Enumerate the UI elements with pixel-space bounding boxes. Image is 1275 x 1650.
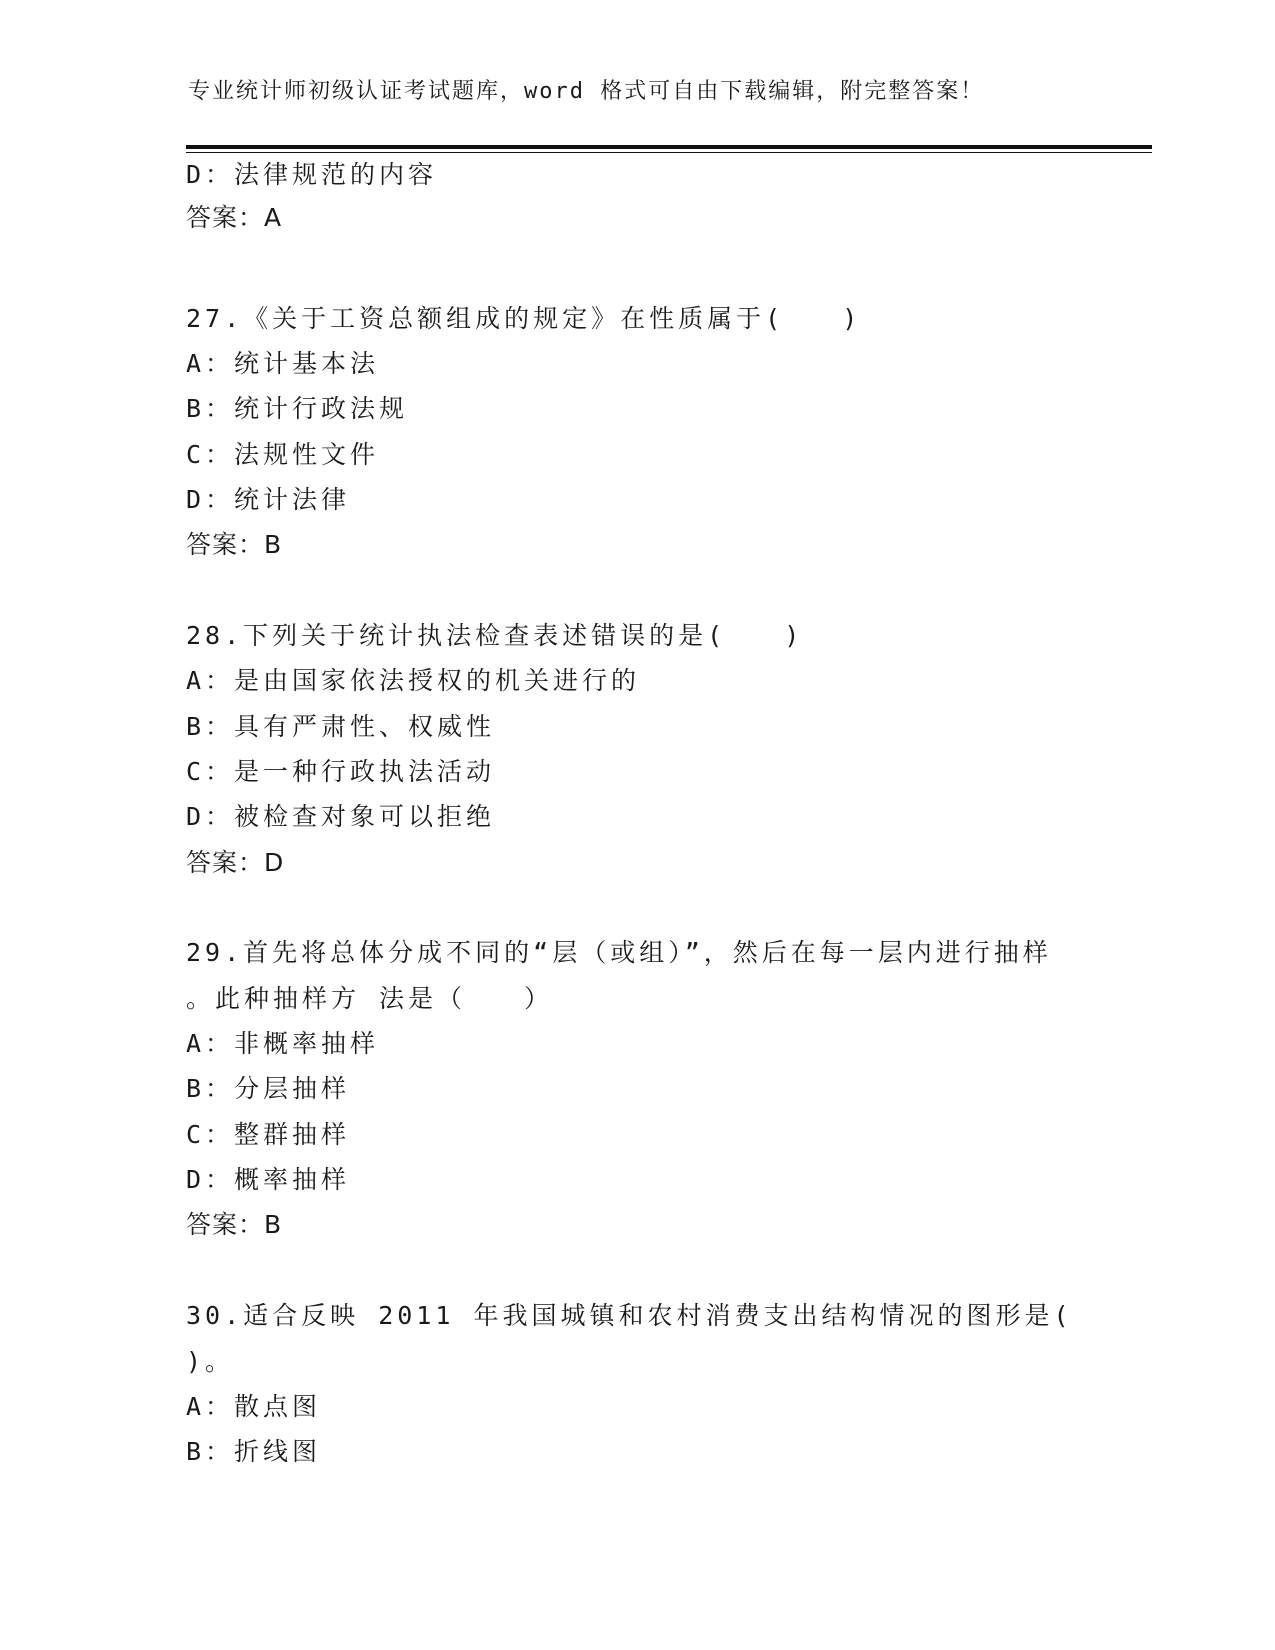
q28-answer: 答案：D bbox=[186, 848, 285, 877]
header-rule-thick bbox=[186, 145, 1152, 149]
q28-option-b: B：具有严肃性、权威性 bbox=[186, 712, 496, 741]
q29-answer: 答案：B bbox=[186, 1210, 283, 1239]
q29-option-a: A：非概率抽样 bbox=[186, 1029, 380, 1058]
header-rule-thin bbox=[186, 152, 1152, 153]
q26-option-d: D：法律规范的内容 bbox=[186, 160, 438, 189]
q27-option-a: A：统计基本法 bbox=[186, 349, 380, 378]
q28-stem: 28.下列关于统计执法检查表述错误的是( ) bbox=[186, 621, 804, 650]
q27-option-b: B：统计行政法规 bbox=[186, 394, 409, 423]
q29-stem-line-1: 29.首先将总体分成不同的“层（或组）”，然后在每一层内进行抽样 bbox=[186, 938, 1052, 967]
q29-option-c: C：整群抽样 bbox=[186, 1120, 351, 1149]
q28-option-a: A：是由国家依法授权的机关进行的 bbox=[186, 666, 641, 695]
q29-stem-line-2: 。此种抽样方 法是（ ） bbox=[186, 984, 554, 1013]
q30-stem-line-2: )。 bbox=[186, 1347, 235, 1376]
q30-option-a: A：散点图 bbox=[186, 1392, 322, 1421]
q28-option-c: C：是一种行政执法活动 bbox=[186, 757, 496, 786]
q27-option-d: D：统计法律 bbox=[186, 485, 351, 514]
q30-stem-line-1: 30.适合反映 2011 年我国城镇和农村消费支出结构情况的图形是( bbox=[186, 1301, 1073, 1330]
q29-option-d: D：概率抽样 bbox=[186, 1165, 351, 1194]
q28-option-d: D：被检查对象可以拒绝 bbox=[186, 802, 496, 831]
q27-option-c: C：法规性文件 bbox=[186, 440, 380, 469]
q29-option-b: B：分层抽样 bbox=[186, 1074, 351, 1103]
q30-option-b: B：折线图 bbox=[186, 1437, 322, 1466]
q27-stem: 27.《关于工资总额组成的规定》在性质属于( ) bbox=[186, 304, 862, 333]
q26-answer: 答案：A bbox=[186, 203, 283, 232]
page-header: 专业统计师初级认证考试题库，word 格式可自由下载编辑，附完整答案！ bbox=[188, 79, 985, 104]
q27-answer: 答案：B bbox=[186, 530, 283, 559]
